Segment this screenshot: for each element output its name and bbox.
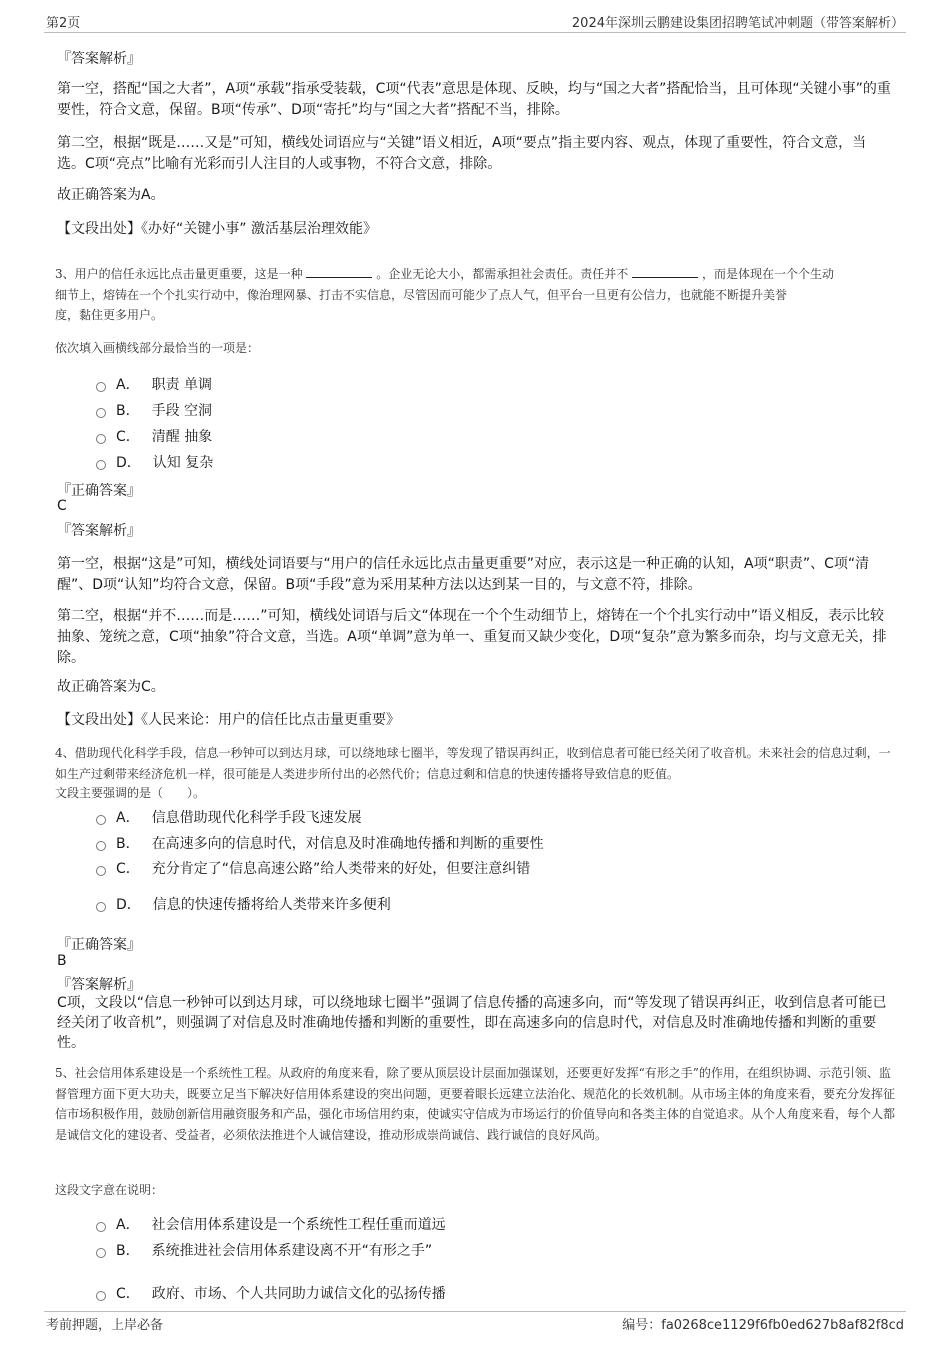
radio-icon[interactable] [96,815,106,825]
q3-option-b[interactable] [96,400,212,420]
radio-icon[interactable] [96,408,106,418]
q3-correct-label: 『正确答案』 [57,483,141,499]
q3-stem-part-c: ，而是体现在一个个生动 [701,267,834,281]
q4-stem: 4、借助现代化科学手段，信息一秒钟可以到达月球，可以绕地球七圈半，等发现了错误再纠正，收到信息者可能已经关闭了收音机。未来社会的信息过剩，一如生产过剩带来经济危机一样，很可能是人类进步所付出的必然代价；信息过剩和信息的快速传播将导致信息的贬值。 [55,746,891,781]
q5-prompt: 这段文字意在说明： [55,1183,164,1197]
radio-icon[interactable] [96,902,106,912]
q3-option-a[interactable] [96,374,212,394]
document-serial: 编号：fa0268ce1129f6fb0ed627b8af82f8cd [622,1318,904,1333]
option-key: C． [116,861,140,877]
page-number: 第2页 [46,16,81,31]
radio-icon[interactable] [96,1291,106,1301]
option-key: D． [116,455,141,471]
q2-source: 【文段出处】《办好“关键小事” 激活基层治理效能》 [57,221,377,237]
q5-option-a[interactable] [96,1214,446,1234]
q5-stem: 5、社会信用体系建设是一个系统性工程。从政府的角度来看，除了要从顶层设计层面加强谋划，还要更好发挥“有形之手”的作用，在组织协调、示范引领、监督管理方面下更大功夫，既要立足当下解决好信用体系建设的突出问题，更要着眼长远建立法治化、规范化的长效机制。从市场主体的角度来看，要充分发挥征信市场积极作用，鼓励创新信用融资服务和产品，强化市场信用约束，使诚实守信成为市场运行的价值导向和各类主体的自觉追求。从个人角度来看，每个人都是诚信文化的建设者、受益者，必须依法推进个人诚信建设，推动形成崇尚诚信、践行诚信的良好风尚。 [55,1066,896,1142]
q3-analysis-para2: 第二空，根据“并不……而是……”可知，横线处词语与后文“体现在一个个生动细节上，熔铸在一个个扎实行动中”语义相反，表示比较抽象、笼统之意，C项“抽象”符合文意，当选。A项“单调”意为单一、重复而又缺少变化，D项“复杂”意为繁多而杂，均与文意无关，排除。 [57,608,887,666]
q3-conclusion: 故正确答案为C。 [57,679,165,695]
radio-icon[interactable] [96,434,106,444]
option-text: 在高速多向的信息时代，对信息及时准确地传播和判断的重要性 [151,836,544,852]
option-text: 清醒 抽象 [151,429,213,445]
q3-analysis-label: 『答案解析』 [57,523,141,539]
q3-stem-part-b: 。企业无论大小，都需承担社会责任。责任并不 [376,267,629,281]
q3-option-c[interactable] [96,426,212,446]
radio-icon[interactable] [96,382,106,392]
q4-correct-answer: B [57,953,67,969]
q3-stem-line3: 度，黏住更多用户。 [55,308,164,322]
q2-conclusion: 故正确答案为A。 [57,187,165,203]
q3-prompt: 依次填入画横线部分最恰当的一项是： [55,341,260,355]
radio-icon[interactable] [96,866,106,876]
q5-option-b[interactable] [96,1240,432,1260]
q4-option-b[interactable] [96,833,544,853]
option-text: 充分肯定了“信息高速公路”给人类带来的好处，但要注意纠错 [151,861,531,877]
option-text: 信息的快速传播将给人类带来许多便利 [152,897,391,913]
option-text: 认知 复杂 [152,455,214,471]
option-key: A． [116,1217,140,1233]
q4-option-a[interactable] [96,807,362,827]
option-text: 职责 单调 [151,377,213,393]
q3-stem-line2: 细节上，熔铸在一个个扎实行动中，像治理网暴、打击不实信息，尽管因而可能少了点人气，但平台一旦更有公信力，也就能不断提升美誉 [55,287,788,302]
header-divider [44,32,906,33]
q3-source: 【文段出处】《人民来论：用户的信任比点击量更重要》 [57,712,400,728]
option-key: B． [116,1243,140,1259]
q3-blank-2 [632,264,698,278]
option-key: A． [116,377,140,393]
q4-analysis-label: 『答案解析』 [57,977,141,993]
option-key: D． [116,897,141,913]
q3-analysis-para1: 第一空，根据“这是”可知，横线处词语要与“用户的信任永远比点击量更重要”对应，表示这是一种正确的认知，A项“职责”、C项“清醒”、D项“认知”均符合文意，保留。B项“手段”意为采用某种方法以达到某一目的，与文意不符，排除。 [57,556,870,593]
q4-correct-label: 『正确答案』 [57,937,141,953]
q3-blank-1 [306,264,372,278]
radio-icon[interactable] [96,841,106,851]
option-text: 政府、市场、个人共同助力诚信文化的弘扬传播 [151,1286,446,1302]
option-text: 系统推进社会信用体系建设离不开“有形之手” [151,1243,433,1259]
q4-prompt: 文段主要强调的是（ ）。 [55,786,206,800]
document-title: 2024年深圳云鹏建设集团招聘笔试冲刺题（带答案解析） [571,16,904,31]
q2-analysis-para2: 第二空，根据“既是……又是”可知，横线处词语应与“关键”语义相近，A项“要点”指主要内容、观点，体现了重要性，符合文意，当选。C项“亮点”比喻有光彩而引人注目的人或事物，不符合文意，排除。 [57,135,867,172]
option-text: 手段 空洞 [151,403,213,419]
footer-slogan: 考前押题，上岸必备 [46,1318,164,1333]
q3-stem [55,264,897,326]
option-key: C． [116,429,140,445]
option-key: C． [116,1286,140,1302]
q4-analysis: C项，文段以“信息一秒钟可以到达月球，可以绕地球七圈半”强调了信息传播的高速多向，而“等发现了错误再纠正，收到信息者可能已经关闭了收音机”，则强调了对信息及时准确地传播和判断的重要性，即在高速多向的信息时代，对信息及时准确地传播和判断的重要性。 [57,995,887,1051]
radio-icon[interactable] [96,1222,106,1232]
q4-option-c[interactable] [96,858,530,878]
q2-analysis-label: 『答案解析』 [57,51,141,67]
q5-option-c[interactable] [96,1283,446,1303]
option-text: 信息借助现代化科学手段飞速发展 [151,810,362,826]
radio-icon[interactable] [96,1248,106,1258]
radio-icon[interactable] [96,460,106,470]
option-key: A． [116,810,140,826]
q4-option-d[interactable] [96,894,391,914]
option-text: 社会信用体系建设是一个系统性工程任重而道远 [151,1217,446,1233]
footer-divider [44,1311,906,1312]
q3-correct-answer: C [57,498,67,514]
q2-analysis-para1: 第一空，搭配“国之大者”，A项“承载”指承受装载，C项“代表”意思是体现、反映，均与“国之大者”搭配恰当，且可体现“关键小事”的重要性，符合文意，保留。B项“传承”、D项“寄托”均与“国之大者”搭配不当，排除。 [57,81,891,118]
option-key: B． [116,403,140,419]
q3-option-d[interactable] [96,452,213,472]
q3-stem-part-a: 3、用户的信任永远比点击量更重要，这是一种 [55,267,303,281]
option-key: B． [116,836,140,852]
